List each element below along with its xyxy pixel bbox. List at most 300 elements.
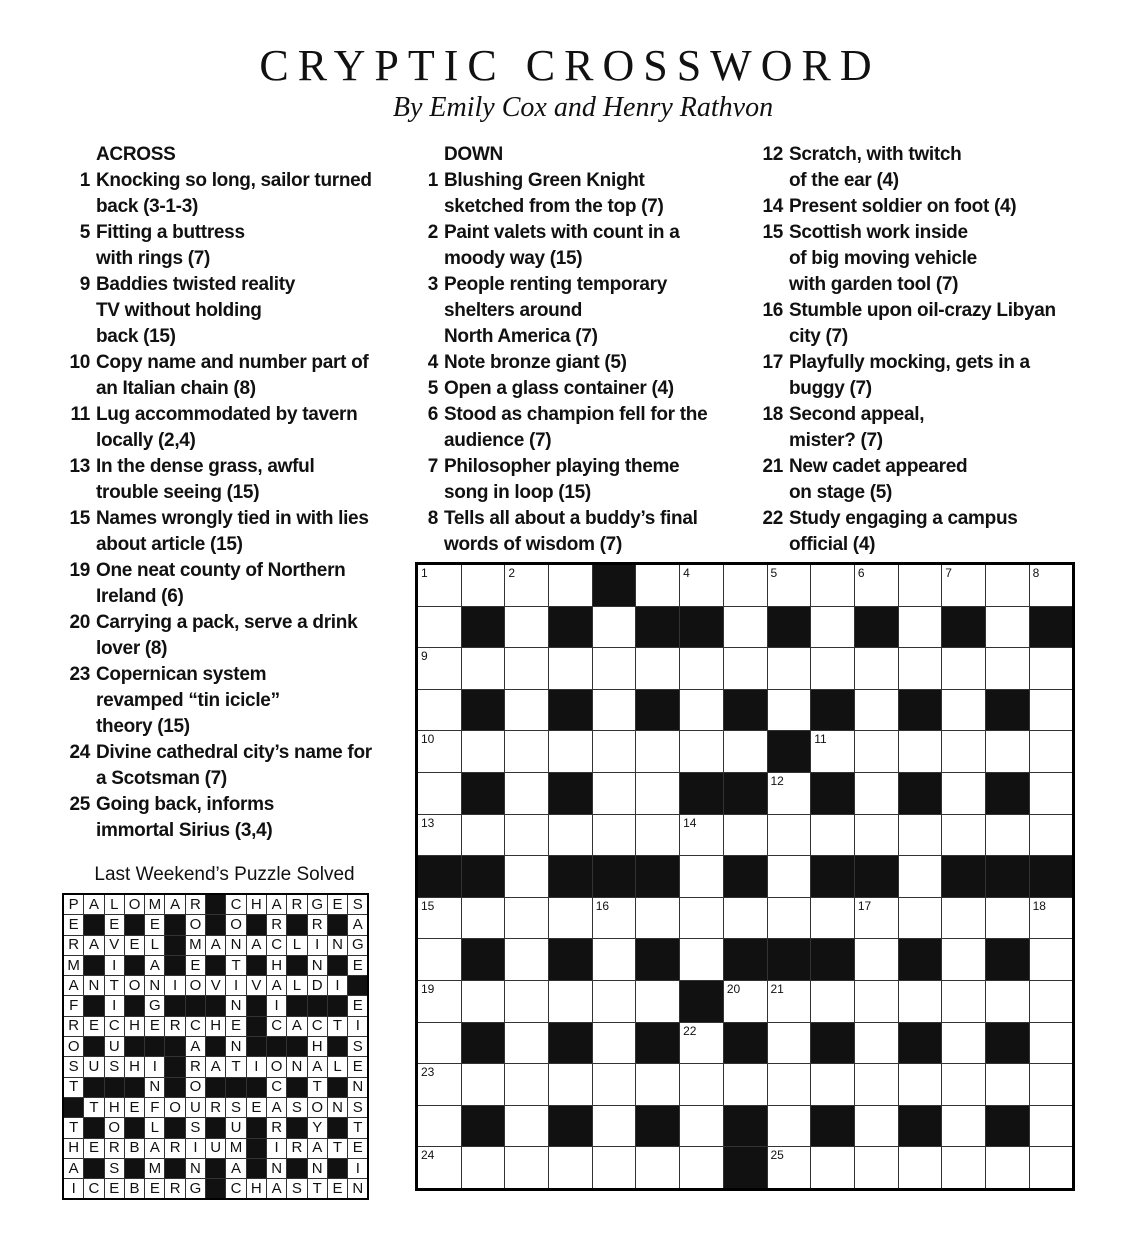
- solved-letter: A: [165, 894, 185, 915]
- black-square: [266, 1037, 286, 1057]
- grid-cell[interactable]: [767, 648, 811, 690]
- black-square: [206, 894, 226, 915]
- grid-cell[interactable]: [985, 564, 1029, 607]
- grid-cell[interactable]: [549, 897, 593, 939]
- grid-cell[interactable]: [636, 1147, 680, 1190]
- solved-letter: H: [104, 1097, 124, 1117]
- grid-cell[interactable]: [505, 1147, 549, 1190]
- grid-cell[interactable]: [811, 1147, 855, 1190]
- cell-number: 2: [508, 566, 516, 580]
- grid-cell[interactable]: [854, 814, 898, 856]
- black-square: [461, 606, 505, 648]
- black-square: [767, 731, 811, 773]
- grid-cell[interactable]: [723, 648, 767, 690]
- black-square: [985, 772, 1029, 814]
- black-square: [165, 1158, 185, 1178]
- grid-cell[interactable]: [505, 1105, 549, 1147]
- clue: [757, 194, 1097, 220]
- grid-cell[interactable]: [1029, 1147, 1074, 1190]
- grid-cell[interactable]: [549, 731, 593, 773]
- grid-cell[interactable]: [767, 1022, 811, 1064]
- grid-cell[interactable]: [854, 897, 898, 939]
- grid-cell[interactable]: [854, 731, 898, 773]
- grid-cell[interactable]: [592, 606, 636, 648]
- clue: [64, 558, 394, 610]
- grid-cell[interactable]: [461, 897, 505, 939]
- black-square: [124, 996, 144, 1016]
- solved-letter: S: [287, 1097, 307, 1117]
- grid-cell[interactable]: [854, 564, 898, 607]
- grid-cell[interactable]: [985, 814, 1029, 856]
- grid-cell[interactable]: [942, 772, 986, 814]
- grid-cell[interactable]: [592, 1022, 636, 1064]
- grid-cell[interactable]: [505, 939, 549, 981]
- grid-cell[interactable]: [1029, 1105, 1074, 1147]
- grid-cell[interactable]: [767, 814, 811, 856]
- grid-cell[interactable]: [898, 980, 942, 1022]
- grid-cell[interactable]: [811, 731, 855, 773]
- grid-cell[interactable]: [985, 731, 1029, 773]
- grid-cell[interactable]: [854, 772, 898, 814]
- grid-cell[interactable]: [898, 648, 942, 690]
- black-square: [549, 606, 593, 648]
- solved-letter: C: [266, 1016, 286, 1036]
- solved-letter: T: [348, 1118, 369, 1138]
- clue-text: Lug accommodated by tavern locally (2,4): [96, 404, 358, 451]
- cell-number: 9: [421, 649, 428, 664]
- black-square: [206, 955, 226, 975]
- grid-cell[interactable]: [723, 731, 767, 773]
- black-square: [723, 856, 767, 898]
- clue-number: 17: [762, 352, 783, 373]
- solved-letter: C: [226, 1179, 246, 1200]
- grid-cell[interactable]: [505, 564, 549, 607]
- grid-cell[interactable]: [767, 1064, 811, 1106]
- grid-cell[interactable]: [636, 648, 680, 690]
- grid-cell[interactable]: [942, 1022, 986, 1064]
- grid-cell[interactable]: [942, 939, 986, 981]
- solved-letter: I: [104, 955, 124, 975]
- grid-cell[interactable]: [417, 731, 462, 773]
- grid-cell[interactable]: [549, 814, 593, 856]
- grid-cell[interactable]: [417, 897, 462, 939]
- grid-cell[interactable]: [417, 1105, 462, 1147]
- grid-cell[interactable]: [636, 731, 680, 773]
- solved-letter: E: [124, 1097, 144, 1117]
- grid-cell[interactable]: [592, 939, 636, 981]
- grid-cell[interactable]: [767, 1147, 811, 1190]
- grid-cell[interactable]: [592, 897, 636, 939]
- grid-cell[interactable]: [767, 856, 811, 898]
- solved-letter: A: [145, 955, 165, 975]
- grid-cell[interactable]: [549, 648, 593, 690]
- grid-cell[interactable]: [942, 1105, 986, 1147]
- grid-cell[interactable]: [898, 606, 942, 648]
- grid-cell[interactable]: [898, 856, 942, 898]
- grid-cell[interactable]: [461, 814, 505, 856]
- clue-text: Present soldier on foot (4): [789, 196, 1017, 217]
- grid-cell[interactable]: [636, 564, 680, 607]
- clue: [757, 298, 1097, 350]
- cell-number: 12: [770, 773, 784, 788]
- solved-puzzle-grid: [62, 893, 369, 1200]
- clue-text: Tells all about a buddy’s final words of wisdom (7): [444, 508, 698, 555]
- grid-cell[interactable]: [417, 980, 462, 1022]
- grid-cell[interactable]: [942, 731, 986, 773]
- clue-number: 7: [427, 456, 438, 477]
- grid-cell[interactable]: [1029, 731, 1074, 773]
- grid-cell[interactable]: [505, 772, 549, 814]
- grid-cell[interactable]: [636, 814, 680, 856]
- clue: [64, 662, 394, 740]
- grid-cell[interactable]: [898, 731, 942, 773]
- grid-cell[interactable]: [854, 980, 898, 1022]
- grid-cell[interactable]: [461, 1064, 505, 1106]
- grid-cell[interactable]: [1029, 564, 1074, 607]
- clue-number: 1: [79, 170, 90, 191]
- solved-letter: H: [63, 1138, 84, 1158]
- grid-cell[interactable]: [1029, 980, 1074, 1022]
- clue-text: In the dense grass, awful trouble seeing (15): [96, 456, 315, 503]
- solved-letter: T: [84, 1097, 104, 1117]
- solved-letter: O: [185, 915, 205, 935]
- clue: [412, 220, 732, 272]
- clue-number: 18: [762, 404, 783, 425]
- solved-letter: O: [124, 894, 144, 915]
- black-square: [104, 1077, 124, 1097]
- black-square: [287, 1118, 307, 1138]
- grid-cell[interactable]: [985, 648, 1029, 690]
- grid-cell[interactable]: [854, 1022, 898, 1064]
- grid-cell[interactable]: [942, 648, 986, 690]
- grid-cell[interactable]: [417, 1064, 462, 1106]
- black-square: [723, 1105, 767, 1147]
- grid-cell[interactable]: [636, 772, 680, 814]
- clue-text: Names wrongly tied in with lies about article (15): [96, 508, 369, 555]
- grid-cell[interactable]: [854, 1147, 898, 1190]
- clue: [757, 402, 1097, 454]
- black-square: [206, 1037, 226, 1057]
- solved-letter: R: [63, 935, 84, 955]
- grid-cell[interactable]: [680, 939, 724, 981]
- grid-cell[interactable]: [811, 606, 855, 648]
- solved-letter: N: [287, 1057, 307, 1077]
- grid-cell[interactable]: [767, 1105, 811, 1147]
- grid-cell[interactable]: [592, 731, 636, 773]
- solved-letter: E: [63, 915, 84, 935]
- grid-cell[interactable]: [592, 1064, 636, 1106]
- solved-letter: A: [63, 976, 84, 996]
- grid-cell[interactable]: [636, 897, 680, 939]
- grid-cell[interactable]: [811, 564, 855, 607]
- grid-cell[interactable]: [942, 980, 986, 1022]
- black-square: [246, 1118, 266, 1138]
- grid-cell[interactable]: [1029, 772, 1074, 814]
- black-square: [84, 915, 104, 935]
- grid-cell[interactable]: [636, 1064, 680, 1106]
- solved-letter: T: [226, 1057, 246, 1077]
- grid-cell[interactable]: [811, 814, 855, 856]
- grid-cell[interactable]: [1029, 1022, 1074, 1064]
- solved-letter: E: [145, 1179, 165, 1200]
- grid-cell[interactable]: [811, 648, 855, 690]
- clue-number: 3: [427, 274, 438, 295]
- grid-cell[interactable]: [767, 564, 811, 607]
- solved-letter: G: [185, 1179, 205, 1200]
- grid-cell[interactable]: [767, 897, 811, 939]
- grid-cell[interactable]: [767, 772, 811, 814]
- grid-cell[interactable]: [417, 772, 462, 814]
- grid-cell[interactable]: [854, 1105, 898, 1147]
- grid-cell[interactable]: [592, 689, 636, 731]
- grid-cell[interactable]: [680, 731, 724, 773]
- black-square: [723, 939, 767, 981]
- grid-cell[interactable]: [592, 814, 636, 856]
- grid-cell[interactable]: [854, 648, 898, 690]
- grid-cell[interactable]: [592, 1105, 636, 1147]
- solved-letter: R: [185, 894, 205, 915]
- solved-letter: T: [104, 976, 124, 996]
- clue: [412, 272, 732, 350]
- grid-cell[interactable]: [680, 897, 724, 939]
- black-square: [636, 856, 680, 898]
- grid-cell[interactable]: [854, 939, 898, 981]
- clue: [757, 220, 1097, 298]
- grid-cell[interactable]: [549, 564, 593, 607]
- solved-letter: B: [124, 1138, 144, 1158]
- grid-cell[interactable]: [592, 648, 636, 690]
- grid-cell[interactable]: [811, 897, 855, 939]
- grid-cell[interactable]: [417, 1147, 462, 1190]
- grid-cell[interactable]: [417, 1022, 462, 1064]
- solved-letter: S: [348, 894, 369, 915]
- grid-cell[interactable]: [1029, 648, 1074, 690]
- grid-cell[interactable]: [417, 564, 462, 607]
- grid-cell[interactable]: [505, 1064, 549, 1106]
- grid-cell[interactable]: [854, 689, 898, 731]
- grid-cell[interactable]: [1029, 814, 1074, 856]
- solved-letter: T: [63, 1118, 84, 1138]
- clue-number: 8: [427, 508, 438, 529]
- solved-letter: U: [185, 1097, 205, 1117]
- grid-cell[interactable]: [811, 1064, 855, 1106]
- black-square: [327, 915, 347, 935]
- grid-cell[interactable]: [985, 1147, 1029, 1190]
- grid-cell[interactable]: [417, 648, 462, 690]
- grid-cell[interactable]: [680, 1064, 724, 1106]
- clue-text: Paint valets with count in a moody way (15): [444, 222, 680, 269]
- grid-cell[interactable]: [680, 689, 724, 731]
- black-square: [549, 939, 593, 981]
- grid-cell[interactable]: [592, 1147, 636, 1190]
- solved-letter: H: [124, 1016, 144, 1036]
- solved-letter: C: [226, 894, 246, 915]
- black-square: [854, 856, 898, 898]
- black-square: [84, 955, 104, 975]
- grid-cell[interactable]: [505, 648, 549, 690]
- clue-number: 11: [70, 404, 90, 425]
- grid-cell[interactable]: [461, 980, 505, 1022]
- solved-letter: A: [287, 1016, 307, 1036]
- black-square: [246, 1037, 266, 1057]
- black-square: [165, 1057, 185, 1077]
- solved-letter: N: [226, 935, 246, 955]
- solved-letter: C: [266, 1077, 286, 1097]
- solved-letter: I: [145, 1057, 165, 1077]
- black-square: [165, 1077, 185, 1097]
- clue: [412, 376, 732, 402]
- clue: [64, 454, 394, 506]
- across-heading: ACROSS: [96, 144, 176, 165]
- clue-text: One neat county of Northern Ireland (6): [96, 560, 346, 607]
- grid-cell[interactable]: [985, 980, 1029, 1022]
- grid-cell[interactable]: [1029, 939, 1074, 981]
- grid-cell[interactable]: [680, 564, 724, 607]
- cell-number: 7: [945, 566, 952, 580]
- black-square: [246, 1158, 266, 1178]
- grid-cell[interactable]: [898, 564, 942, 607]
- grid-cell[interactable]: [505, 814, 549, 856]
- solved-letter: R: [287, 1138, 307, 1158]
- clue: [757, 142, 1097, 194]
- solved-letter: N: [84, 976, 104, 996]
- grid-cell[interactable]: [723, 897, 767, 939]
- grid-cell[interactable]: [592, 980, 636, 1022]
- grid-cell[interactable]: [549, 980, 593, 1022]
- black-square: [206, 915, 226, 935]
- black-square: [246, 915, 266, 935]
- solved-letter: E: [124, 935, 144, 955]
- black-square: [327, 996, 347, 1016]
- grid-cell[interactable]: [680, 1022, 724, 1064]
- solved-letter: O: [124, 976, 144, 996]
- black-square: [549, 1105, 593, 1147]
- solved-letter: A: [266, 1179, 286, 1200]
- grid-cell[interactable]: [985, 897, 1029, 939]
- grid-cell[interactable]: [898, 897, 942, 939]
- grid-cell[interactable]: [898, 1064, 942, 1106]
- clue-text: Copy name and number part of an Italian chain (8): [96, 352, 369, 399]
- grid-cell[interactable]: [505, 897, 549, 939]
- solved-letter: R: [165, 1138, 185, 1158]
- grid-cell[interactable]: [854, 1064, 898, 1106]
- grid-cell[interactable]: [505, 856, 549, 898]
- solved-letter: A: [63, 1158, 84, 1178]
- clue: [64, 168, 394, 220]
- grid-cell[interactable]: [942, 1064, 986, 1106]
- solved-letter: A: [84, 894, 104, 915]
- grid-cell[interactable]: [942, 564, 986, 607]
- black-square: [985, 1022, 1029, 1064]
- black-square: [327, 1158, 347, 1178]
- grid-cell[interactable]: [461, 648, 505, 690]
- solved-letter: A: [348, 915, 369, 935]
- grid-cell[interactable]: [417, 814, 462, 856]
- grid-cell[interactable]: [461, 564, 505, 607]
- grid-cell[interactable]: [723, 980, 767, 1022]
- grid-cell[interactable]: [461, 1147, 505, 1190]
- grid-cell[interactable]: [942, 814, 986, 856]
- grid-cell[interactable]: [505, 980, 549, 1022]
- solved-letter: E: [348, 1057, 369, 1077]
- grid-cell[interactable]: [505, 606, 549, 648]
- black-square: [287, 915, 307, 935]
- grid-cell[interactable]: [461, 731, 505, 773]
- solved-letter: L: [287, 935, 307, 955]
- solved-letter: T: [307, 1179, 327, 1200]
- grid-cell[interactable]: [549, 1064, 593, 1106]
- black-square: [811, 772, 855, 814]
- grid-cell[interactable]: [505, 689, 549, 731]
- grid-cell[interactable]: [1029, 1064, 1074, 1106]
- grid-cell[interactable]: [1029, 689, 1074, 731]
- black-square: [206, 1158, 226, 1178]
- grid-cell[interactable]: [767, 980, 811, 1022]
- solved-letter: N: [307, 955, 327, 975]
- grid-cell[interactable]: [1029, 897, 1074, 939]
- grid-cell[interactable]: [505, 1022, 549, 1064]
- black-square: [723, 689, 767, 731]
- solved-letter: F: [145, 1097, 165, 1117]
- grid-cell[interactable]: [898, 814, 942, 856]
- solved-letter: A: [145, 1138, 165, 1158]
- grid-cell[interactable]: [898, 1147, 942, 1190]
- grid-cell[interactable]: [985, 1064, 1029, 1106]
- solved-letter: T: [226, 955, 246, 975]
- grid-cell[interactable]: [723, 564, 767, 607]
- solved-letter: G: [145, 996, 165, 1016]
- grid-cell[interactable]: [636, 980, 680, 1022]
- grid-cell[interactable]: [417, 939, 462, 981]
- black-square: [854, 606, 898, 648]
- grid-cell[interactable]: [549, 1147, 593, 1190]
- grid-cell[interactable]: [942, 897, 986, 939]
- black-square: [461, 772, 505, 814]
- grid-cell[interactable]: [680, 1105, 724, 1147]
- black-square: [226, 1077, 246, 1097]
- solved-letter: E: [104, 915, 124, 935]
- grid-cell[interactable]: [417, 606, 462, 648]
- grid-cell[interactable]: [767, 689, 811, 731]
- grid-cell[interactable]: [985, 606, 1029, 648]
- grid-cell[interactable]: [417, 689, 462, 731]
- grid-cell[interactable]: [680, 856, 724, 898]
- black-square: [417, 856, 462, 898]
- grid-cell[interactable]: [505, 731, 549, 773]
- grid-cell[interactable]: [680, 814, 724, 856]
- cell-number: 25: [770, 1148, 784, 1163]
- black-square: [327, 1118, 347, 1138]
- solved-letter: N: [226, 996, 246, 1016]
- grid-cell[interactable]: [723, 814, 767, 856]
- solved-letter: E: [145, 1016, 165, 1036]
- grid-cell[interactable]: [680, 1147, 724, 1190]
- grid-cell[interactable]: [723, 1064, 767, 1106]
- grid-cell[interactable]: [942, 1147, 986, 1190]
- grid-cell[interactable]: [942, 689, 986, 731]
- grid-cell[interactable]: [811, 980, 855, 1022]
- down-clues-continued: [757, 142, 1097, 558]
- solved-letter: A: [307, 1057, 327, 1077]
- grid-cell[interactable]: [592, 772, 636, 814]
- black-square: [461, 689, 505, 731]
- black-square: [461, 939, 505, 981]
- solved-letter: E: [104, 1179, 124, 1200]
- grid-cell[interactable]: [723, 606, 767, 648]
- clue-text: Scottish work inside of big moving vehicle with garden tool (7): [789, 222, 977, 295]
- grid-cell[interactable]: [680, 648, 724, 690]
- black-square: [246, 996, 266, 1016]
